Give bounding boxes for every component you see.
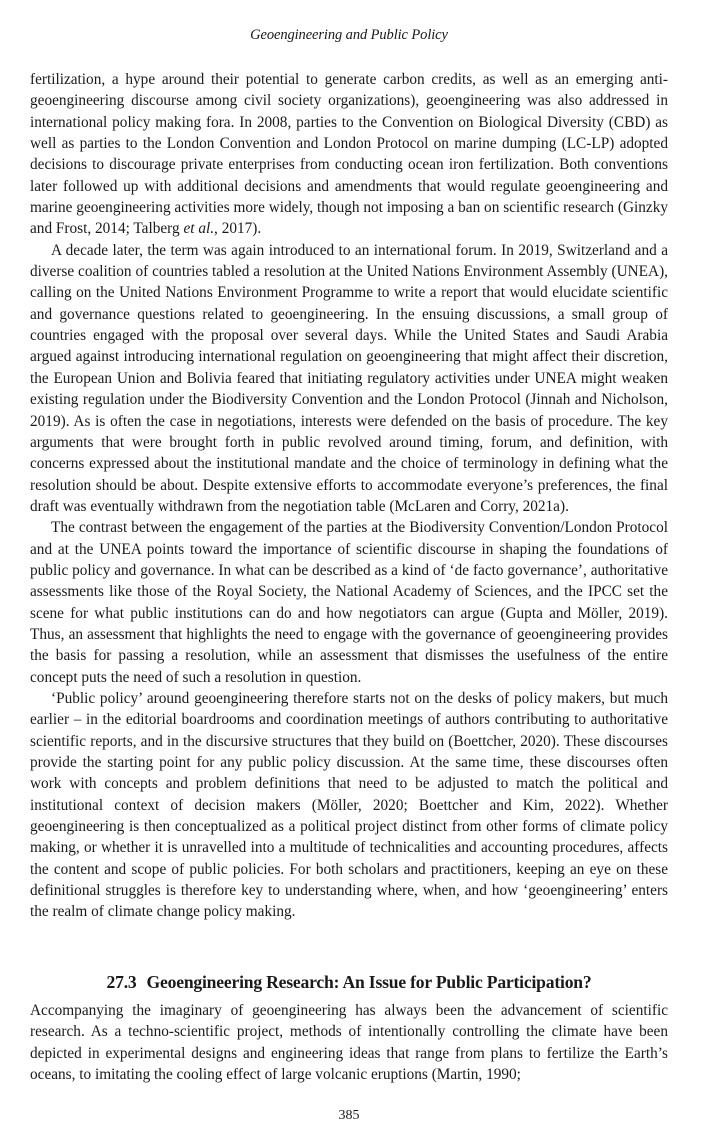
- paragraph-2-text: A decade later, the term was again introduced to an international forum. In 2019, Switzerland and a diverse coalition of countries tabled a resolution at the United Nations Environment Assembly (UNEA), calling on the United Nations Environment Programme to write a report that would elucidate scientific and governance questions related to geoengineering. In the ensuing discussions, a small group of countries engaged with the proposal over several days. While the United States and Saudi Arabia argued against introducing international regulation on geoengineering that might affect their discretion, the European Union and Bolivia feared that initiating regulatory activities under UNEA might weaken existing regulation under the Biodiversity Convention and the London Protocol (Jinnah and Nicholson, 2019). As is often the case in negotiations, interests were defended on the basis of procedure. The key arguments that were brought forth in public revolved around timing, forum, and definition, with concerns expressed about the institutional mandate and the choice of terminology in defining what the resolution should be about. Despite extensive efforts to accommodate everyone’s preferences, the final draft was eventually withdrawn from the negotiation table (McLaren and Corry, 2021a).: [30, 241, 668, 515]
- section-body: [30, 1000, 668, 1085]
- paragraph-3-text: The contrast between the engagement of the parties at the Biodiversity Convention/London Protocol and at the UNEA points toward the importance of scientific discourse in shaping the foundations of public policy and governance. In what can be described as a kind of ‘de facto governance’, authoritative assessments like those of the Royal Society, the National Academy of Sciences, and the IPCC set the scene for what public institutions can do and how negotiators can argue (Gupta and Möller, 2019). Thus, an assessment that highlights the need to engage with the governance of geoengineering provides the basis for passing a resolution, while an assessment that dismisses the usefulness of the entire concept puts the need of such a resolution in question.: [30, 519, 668, 686]
- running-header: Geoengineering and Public Policy: [250, 27, 448, 43]
- paragraph-1-tail: , 2017).: [214, 220, 262, 238]
- paragraph-3: [30, 517, 668, 688]
- page-number: 385: [338, 1108, 360, 1123]
- section-heading: [30, 972, 668, 993]
- paragraph-4-text: ‘Public policy’ around geoengineering therefore starts not on the desks of policy makers, but much earlier – in the editorial boardrooms and coordination meetings of authors contributing to authoritative scientific reports, and in the discursive structures that they build on (Boettcher, 2020). These discourses provide the starting point for any public policy discussion. At the same time, these discourses often work with concepts and problem definitions that need to be adjusted to match the political and institutional context of decision makers (Möller, 2020; Boettcher and Kim, 2022). Whether geoengineering is then conceptualized as a political project distinct from other forms of climate policy making, or whether it is unravelled into a multitude of technicalities and accounting procedures, affects the content and scope of public policies. For both scholars and practitioners, keeping an eye on these definitional struggles is therefore key to understanding where, when, and how ‘geoengineering’ enters the realm of climate change policy making.: [30, 689, 668, 921]
- paragraph-1-text: fertilization, a hype around their potential to generate carbon credits, as well as an emerging anti-geoengineering discourse among civil society organizations), geoengineering was also addressed in international policy making fora. In 2008, parties to the Convention on Biological Diversity (CBD) as well as parties to the London Convention and London Protocol on marine dumping (LC-LP) adopted decisions to discourage private enterprises from conducting ocean iron fertilization. Both conventions later followed up with additional decisions and amendments that would regulate geoengineering and marine geoengineering activities more widely, though not imposing a ban on scientific research (Ginzky and Frost, 2014; Talberg: [30, 71, 668, 238]
- paragraph-4: [30, 688, 668, 923]
- paragraph-1-et-al: et al.: [183, 220, 215, 238]
- paragraph-1: [30, 69, 668, 240]
- section-title: Geoengineering Research: An Issue for Public Participation?: [146, 972, 592, 992]
- body-text: [30, 69, 668, 923]
- paragraph-2: [30, 240, 668, 517]
- section-paragraph-1: Accompanying the imaginary of geoengineering has always been the advancement of scientific research. As a techno-scientific project, methods of intentionally controlling the climate have been depicted in experimental designs and engineering ideas that range from plans to fertilize the Earth’s oceans, to imitating the cooling effect of large volcanic eruptions (Martin, 1990;: [30, 1002, 668, 1084]
- document-page: [30, 0, 668, 1143]
- section-number: 27.3: [106, 972, 137, 992]
